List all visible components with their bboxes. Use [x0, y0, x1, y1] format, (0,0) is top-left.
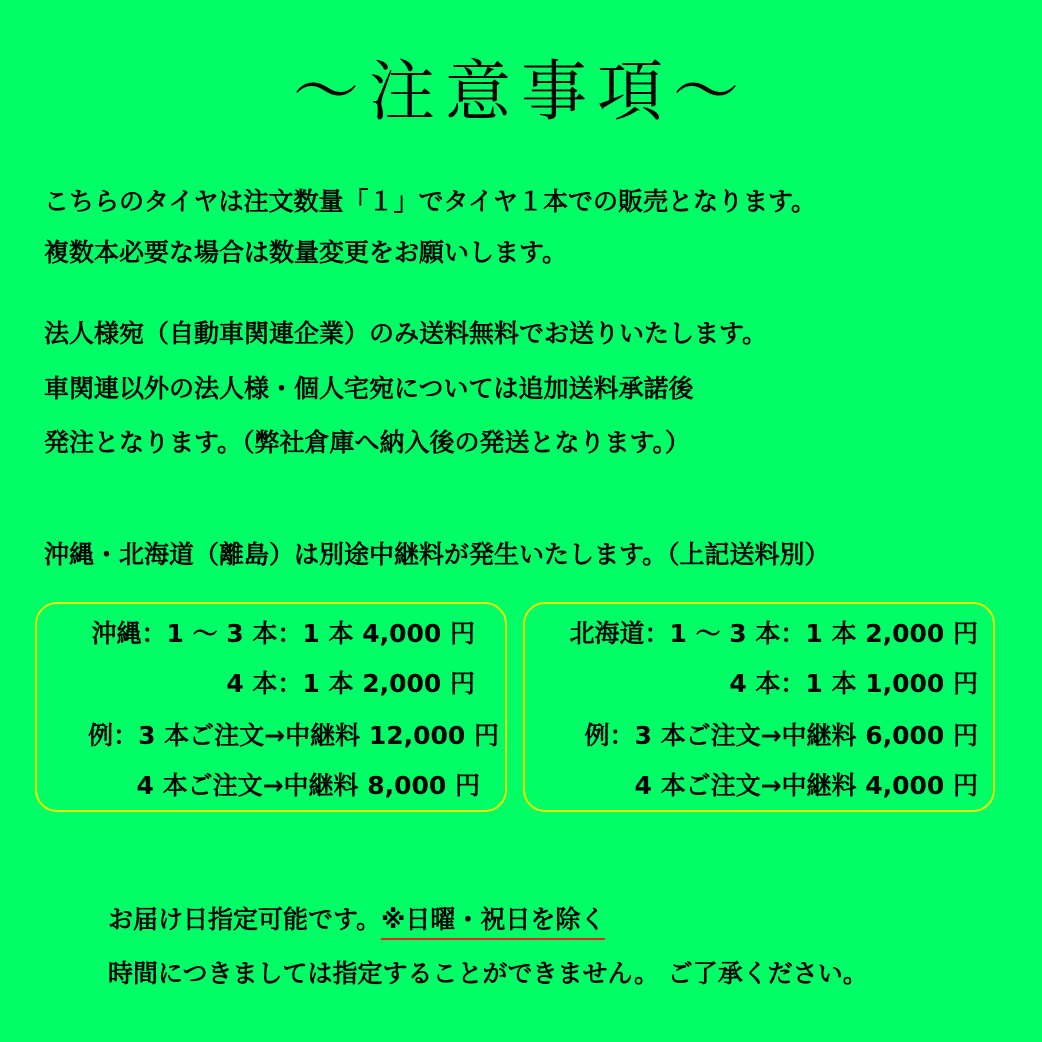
okinawa-line-2: 4 本：1 本 2,000 円 — [226, 669, 475, 698]
text-line: 複数本必要な場合は数量変更をお願いします。 — [44, 238, 568, 267]
text-line: 法人様宛（自動車関連企業）のみ送料無料でお送りいたします。 — [44, 319, 768, 348]
hokkaido-line-1: 北海道：1 ～ 3 本：1 本 2,000 円 — [569, 619, 978, 648]
hokkaido-line-4: 4 本ご注文→中継料 4,000 円 — [634, 771, 978, 800]
footer-line-1 — [108, 904, 605, 936]
okinawa-fee-box — [35, 602, 507, 812]
delivery-date-note: お届け日指定可能です。 — [108, 905, 382, 934]
okinawa-line-4: 4 本ご注文→中継料 8,000 円 — [136, 771, 480, 800]
okinawa-line-3: 例：3 本ご注文→中継料 12,000 円 — [88, 721, 499, 750]
text-line: 車関連以外の法人様・個人宅宛については追加送料承諾後 — [44, 374, 694, 403]
text-line: 沖縄・北海道（離島）は別途中継料が発生いたします。（上記送料別） — [44, 540, 830, 569]
okinawa-line-1: 沖縄：1 ～ 3 本：1 本 4,000 円 — [91, 619, 475, 648]
footer-line-2: 時間につきましては指定することができません。 ご了承ください。 — [108, 959, 868, 988]
page-title: ～注意事項～ — [293, 53, 749, 130]
text-line: 発注となります。（弊社倉庫へ納入後の発送となります。） — [44, 428, 691, 457]
hokkaido-line-3: 例：3 本ご注文→中継料 6,000 円 — [584, 721, 978, 750]
hokkaido-line-2: 4 本：1 本 1,000 円 — [729, 669, 978, 698]
excluded-days-note: ※日曜・祝日を除く — [381, 905, 605, 940]
hokkaido-fee-box — [523, 602, 995, 812]
text-line: こちらのタイヤは注文数量「１」でタイヤ１本での販売となります。 — [44, 187, 817, 216]
